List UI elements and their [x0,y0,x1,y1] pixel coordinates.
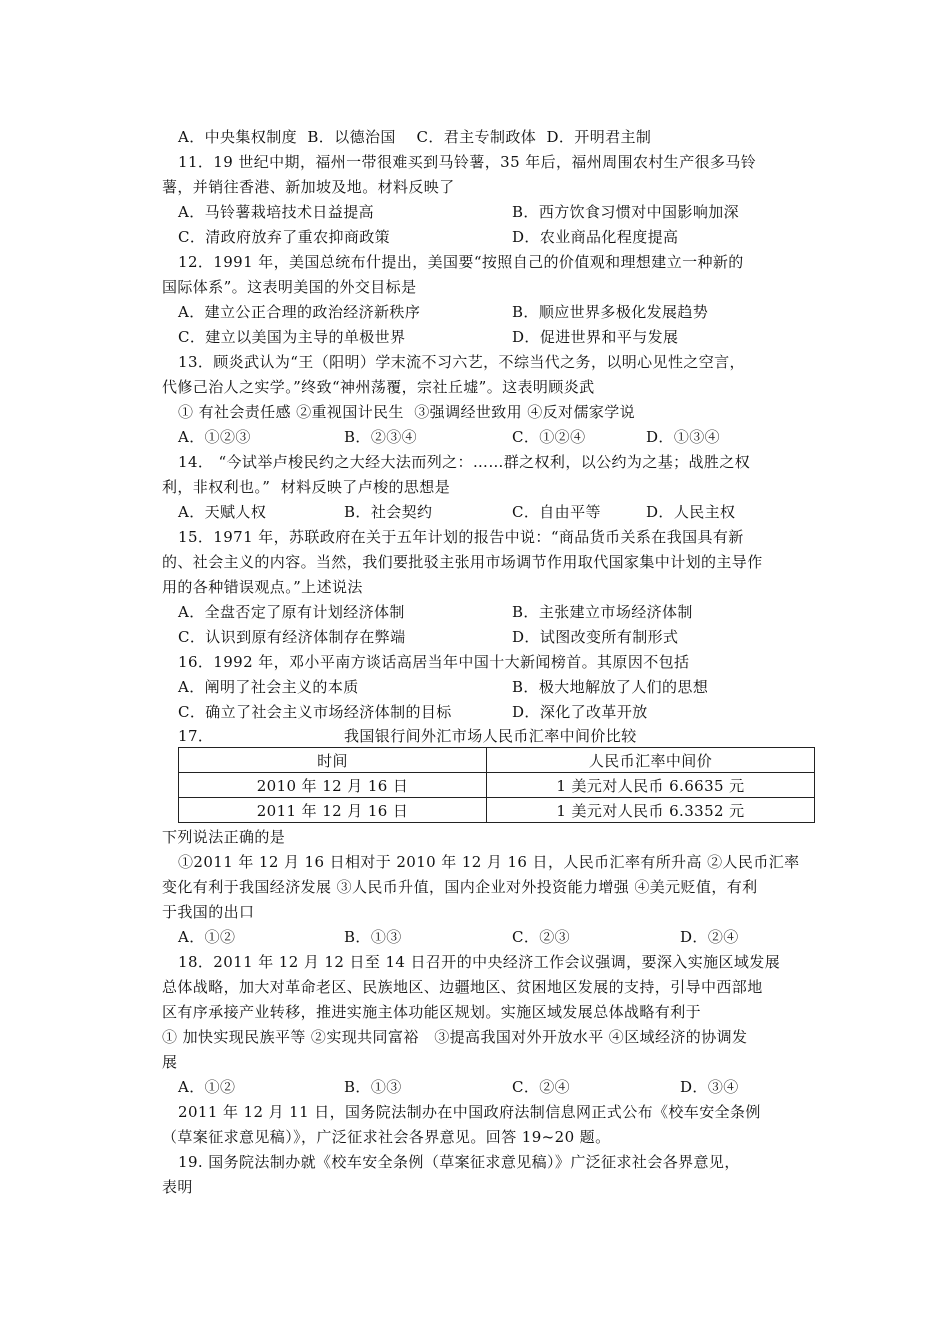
q15-stem-line1: 15．1971 年，苏联政府在关于五年计划的报告中说：“商品货币关系在我国具有新 [178,528,744,546]
q13-option-b: B．②③④ [344,428,418,446]
q14-option-c: C．自由平等 [512,503,601,521]
q18-option-d: D．③④ [680,1078,739,1096]
q18-statements-line2: 展 [162,1053,178,1071]
q12-option-d: D．促进世界和平与发展 [512,328,679,346]
q17-statements-line2: 变化有利于我国经济发展 ③人民币升值，国内企业对外投资能力增强 ④美元贬值，有利 [162,878,758,896]
exchange-rate-table [178,747,815,823]
q11-option-c: C．清政府放弃了重农抑商政策 [178,228,391,246]
q17-option-c: C．②③ [512,928,571,946]
table-cell-rate: 1 美元对人民币 6.3352 元 [487,798,815,823]
q12-option-b: B．顺应世界多极化发展趋势 [512,303,709,321]
q13-statements: ① 有社会责任感 ②重视国计民生 ③强调经世致用 ④反对儒家学说 [178,403,636,421]
q18-stem-line1: 18．2011 年 12 月 12 日至 14 日召开的中央经济工作会议强调，要深入实施区域发展 [178,953,781,971]
table-cell-date: 2010 年 12 月 16 日 [179,773,487,798]
q15-option-b: B．主张建立市场经济体制 [512,603,693,621]
q17-option-b: B．①③ [344,928,402,946]
q14-option-d: D．人民主权 [646,503,736,521]
q19-stem-line1: 19. 国务院法制办就《校车安全条例（草案征求意见稿）》广泛征求社会各界意见， [178,1153,740,1171]
q13-option-d: D．①③④ [646,428,721,446]
q18-option-c: C．②④ [512,1078,571,1096]
q12-stem-line1: 12．1991 年，美国总统布什提出，美国要“按照自己的价值观和理想建立一种新的 [178,253,744,271]
q11-option-d: D．农业商品化程度提高 [512,228,679,246]
q14-option-b: B．社会契约 [344,503,433,521]
q13-stem-line2: 代修己治人之实学。”终致“神州荡覆，宗社丘墟”。这表明顾炎武 [162,378,595,396]
table-row [179,798,815,823]
q16-option-d: D．深化了改革开放 [512,703,648,721]
q18-statements-line1: ① 加快实现民族平等 ②实现共同富裕 ③提高我国对外开放水平 ④区域经济的协调发 [162,1028,748,1046]
q17-table-title: 我国银行间外汇市场人民币汇率中间价比较 [344,727,637,745]
q17-option-d: D．②④ [680,928,739,946]
q16-stem: 16．1992 年，邓小平南方谈话高居当年中国十大新闻榜首。其原因不包括 [178,653,690,671]
q16-option-a: A．阐明了社会主义的本质 [178,678,359,696]
q17-statements-line3: 于我国的出口 [162,903,255,921]
q15-option-c: C．认识到原有经济体制存在弊端 [178,628,406,646]
q13-stem-line1: 13．顾炎武认为“王（阳明）学末流不习六艺，不综当代之务，以明心见性之空言， [178,353,745,371]
q11-stem-line1: 11．19 世纪中期，福州一带很难买到马铃薯，35 年后，福州周围农村生产很多马铃 [178,153,757,171]
table-cell-date: 2011 年 12 月 16 日 [179,798,487,823]
material-line2: （草案征求意见稿）》，广泛征求社会各界意见。回答 19~20 题。 [162,1128,611,1146]
q14-stem-line2: 利，非权利也。” 材料反映了卢梭的思想是 [162,478,451,496]
material-line1: 2011 年 12 月 11 日，国务院法制办在中国政府法制信息网正式公布《校车安全条例 [178,1103,761,1121]
q18-stem-line3: 区有序承接产业转移，推进实施主体功能区规划。实施区域发展总体战略有利于 [162,1003,702,1021]
q17-statements-line1: ①2011 年 12 月 16 日相对于 2010 年 12 月 16 日，人民币汇率有所升高 ②人民币汇率 [178,853,800,871]
q15-option-d: D．试图改变所有制形式 [512,628,679,646]
q19-stem-line2: 表明 [162,1178,193,1196]
q12-option-c: C．建立以美国为主导的单极世界 [178,328,406,346]
q18-option-b: B．①③ [344,1078,402,1096]
q17-prompt: 下列说法正确的是 [162,828,286,846]
q14-stem-line1: 14． “今试举卢梭民约之大经大法而列之：……群之权利，以公约为之基；战胜之权 [178,453,751,471]
table-cell-rate: 1 美元对人民币 6.6635 元 [487,773,815,798]
q12-option-a: A．建立公正合理的政治经济新秩序 [178,303,421,321]
q18-option-a: A．①② [178,1078,236,1096]
q13-option-a: A．①②③ [178,428,251,446]
table-header-time: 时间 [179,748,487,773]
table-row [179,773,815,798]
q17-option-a: A．①② [178,928,236,946]
q15-stem-line2: 的、社会主义的内容。当然，我们要批驳主张用市场调节作用取代国家集中计划的主导作 [162,553,763,571]
q17-number: 17． [178,727,214,745]
q16-option-c: C．确立了社会主义市场经济体制的目标 [178,703,452,721]
q16-option-b: B．极大地解放了人们的思想 [512,678,709,696]
q11-option-b: B．西方饮食习惯对中国影响加深 [512,203,740,221]
table-header-row [179,748,815,773]
q10-options: A．中央集权制度 B．以德治国 C．君主专制政体 D．开明君主制 [178,128,652,146]
q15-option-a: A．全盘否定了原有计划经济体制 [178,603,405,621]
q18-stem-line2: 总体战略，加大对革命老区、民族地区、边疆地区、贫困地区发展的支持，引导中西部地 [162,978,763,996]
table-header-rate: 人民币汇率中间价 [487,748,815,773]
q13-option-c: C．①②④ [512,428,586,446]
q12-stem-line2: 国际体系”。这表明美国的外交目标是 [162,278,417,296]
q15-stem-line3: 用的各种错误观点。”上述说法 [162,578,363,596]
q14-option-a: A．天赋人权 [178,503,267,521]
q11-stem-line2: 薯，并销往香港、新加坡及地。材料反映了 [162,178,455,196]
q11-option-a: A．马铃薯栽培技术日益提高 [178,203,375,221]
